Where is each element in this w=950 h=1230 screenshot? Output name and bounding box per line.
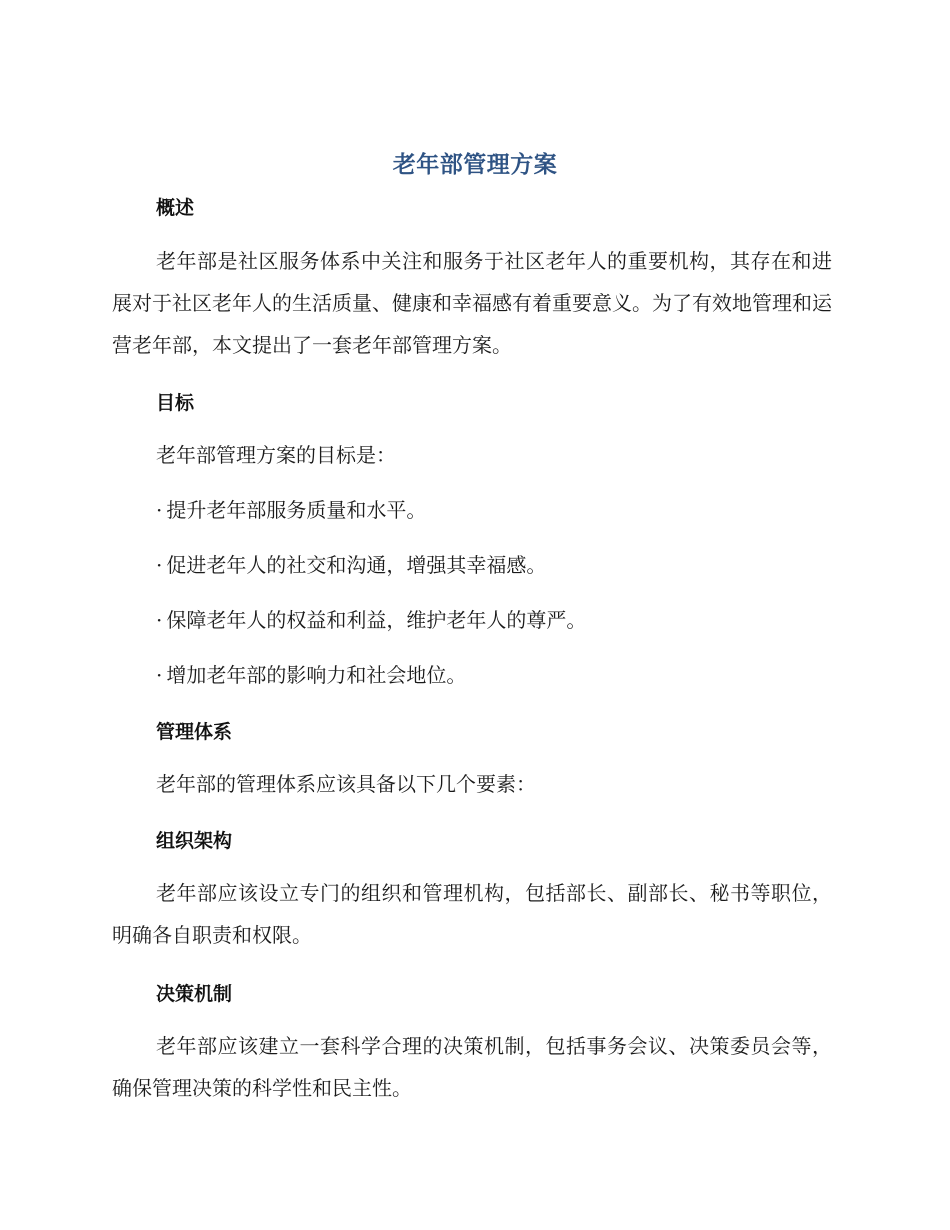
- goal-item-text: 增加老年部的影响力和社会地位。: [166, 663, 467, 687]
- bullet-dot: ·: [156, 608, 163, 632]
- goal-item: [156, 661, 466, 689]
- goal-item: [156, 496, 426, 524]
- bullet-dot: ·: [156, 553, 163, 577]
- management-system-intro: 老年部的管理体系应该具备以下几个要素：: [156, 772, 536, 796]
- section-heading-decision: 决策机制: [156, 983, 233, 1005]
- bullet-dot: ·: [156, 663, 163, 687]
- document-title: 老年部管理方案: [392, 152, 558, 178]
- decision-paragraph: 老年部应该建立一套科学合理的决策机制，包括事务会议、决策委员会等，确保管理决策的科学性和民主性。: [112, 1034, 832, 1100]
- goal-item-text: 提升老年部服务质量和水平。: [166, 498, 427, 522]
- organization-paragraph: 老年部应该设立专门的组织和管理机构，包括部长、副部长、秘书等职位，明确各自职责和权限。: [112, 881, 832, 947]
- goal-item-text: 保障老年人的权益和利益，维护老年人的尊严。: [166, 608, 587, 632]
- section-heading-goals: 目标: [156, 392, 195, 414]
- bullet-dot: ·: [156, 498, 163, 522]
- goal-item: [156, 551, 546, 579]
- goal-item-text: 促进老年人的社交和沟通，增强其幸福感。: [166, 553, 547, 577]
- section-heading-overview: 概述: [156, 197, 195, 219]
- section-heading-organization: 组织架构: [156, 830, 233, 852]
- goal-item: [156, 606, 586, 634]
- section-heading-management-system: 管理体系: [156, 721, 233, 743]
- overview-paragraph: 老年部是社区服务体系中关注和服务于社区老年人的重要机构，其存在和进展对于社区老年人的生活质量、健康和幸福感有着重要意义。为了有效地管理和运营老年部，本文提出了一套老年部管理方案。: [112, 249, 832, 357]
- goals-intro: 老年部管理方案的目标是：: [156, 443, 396, 467]
